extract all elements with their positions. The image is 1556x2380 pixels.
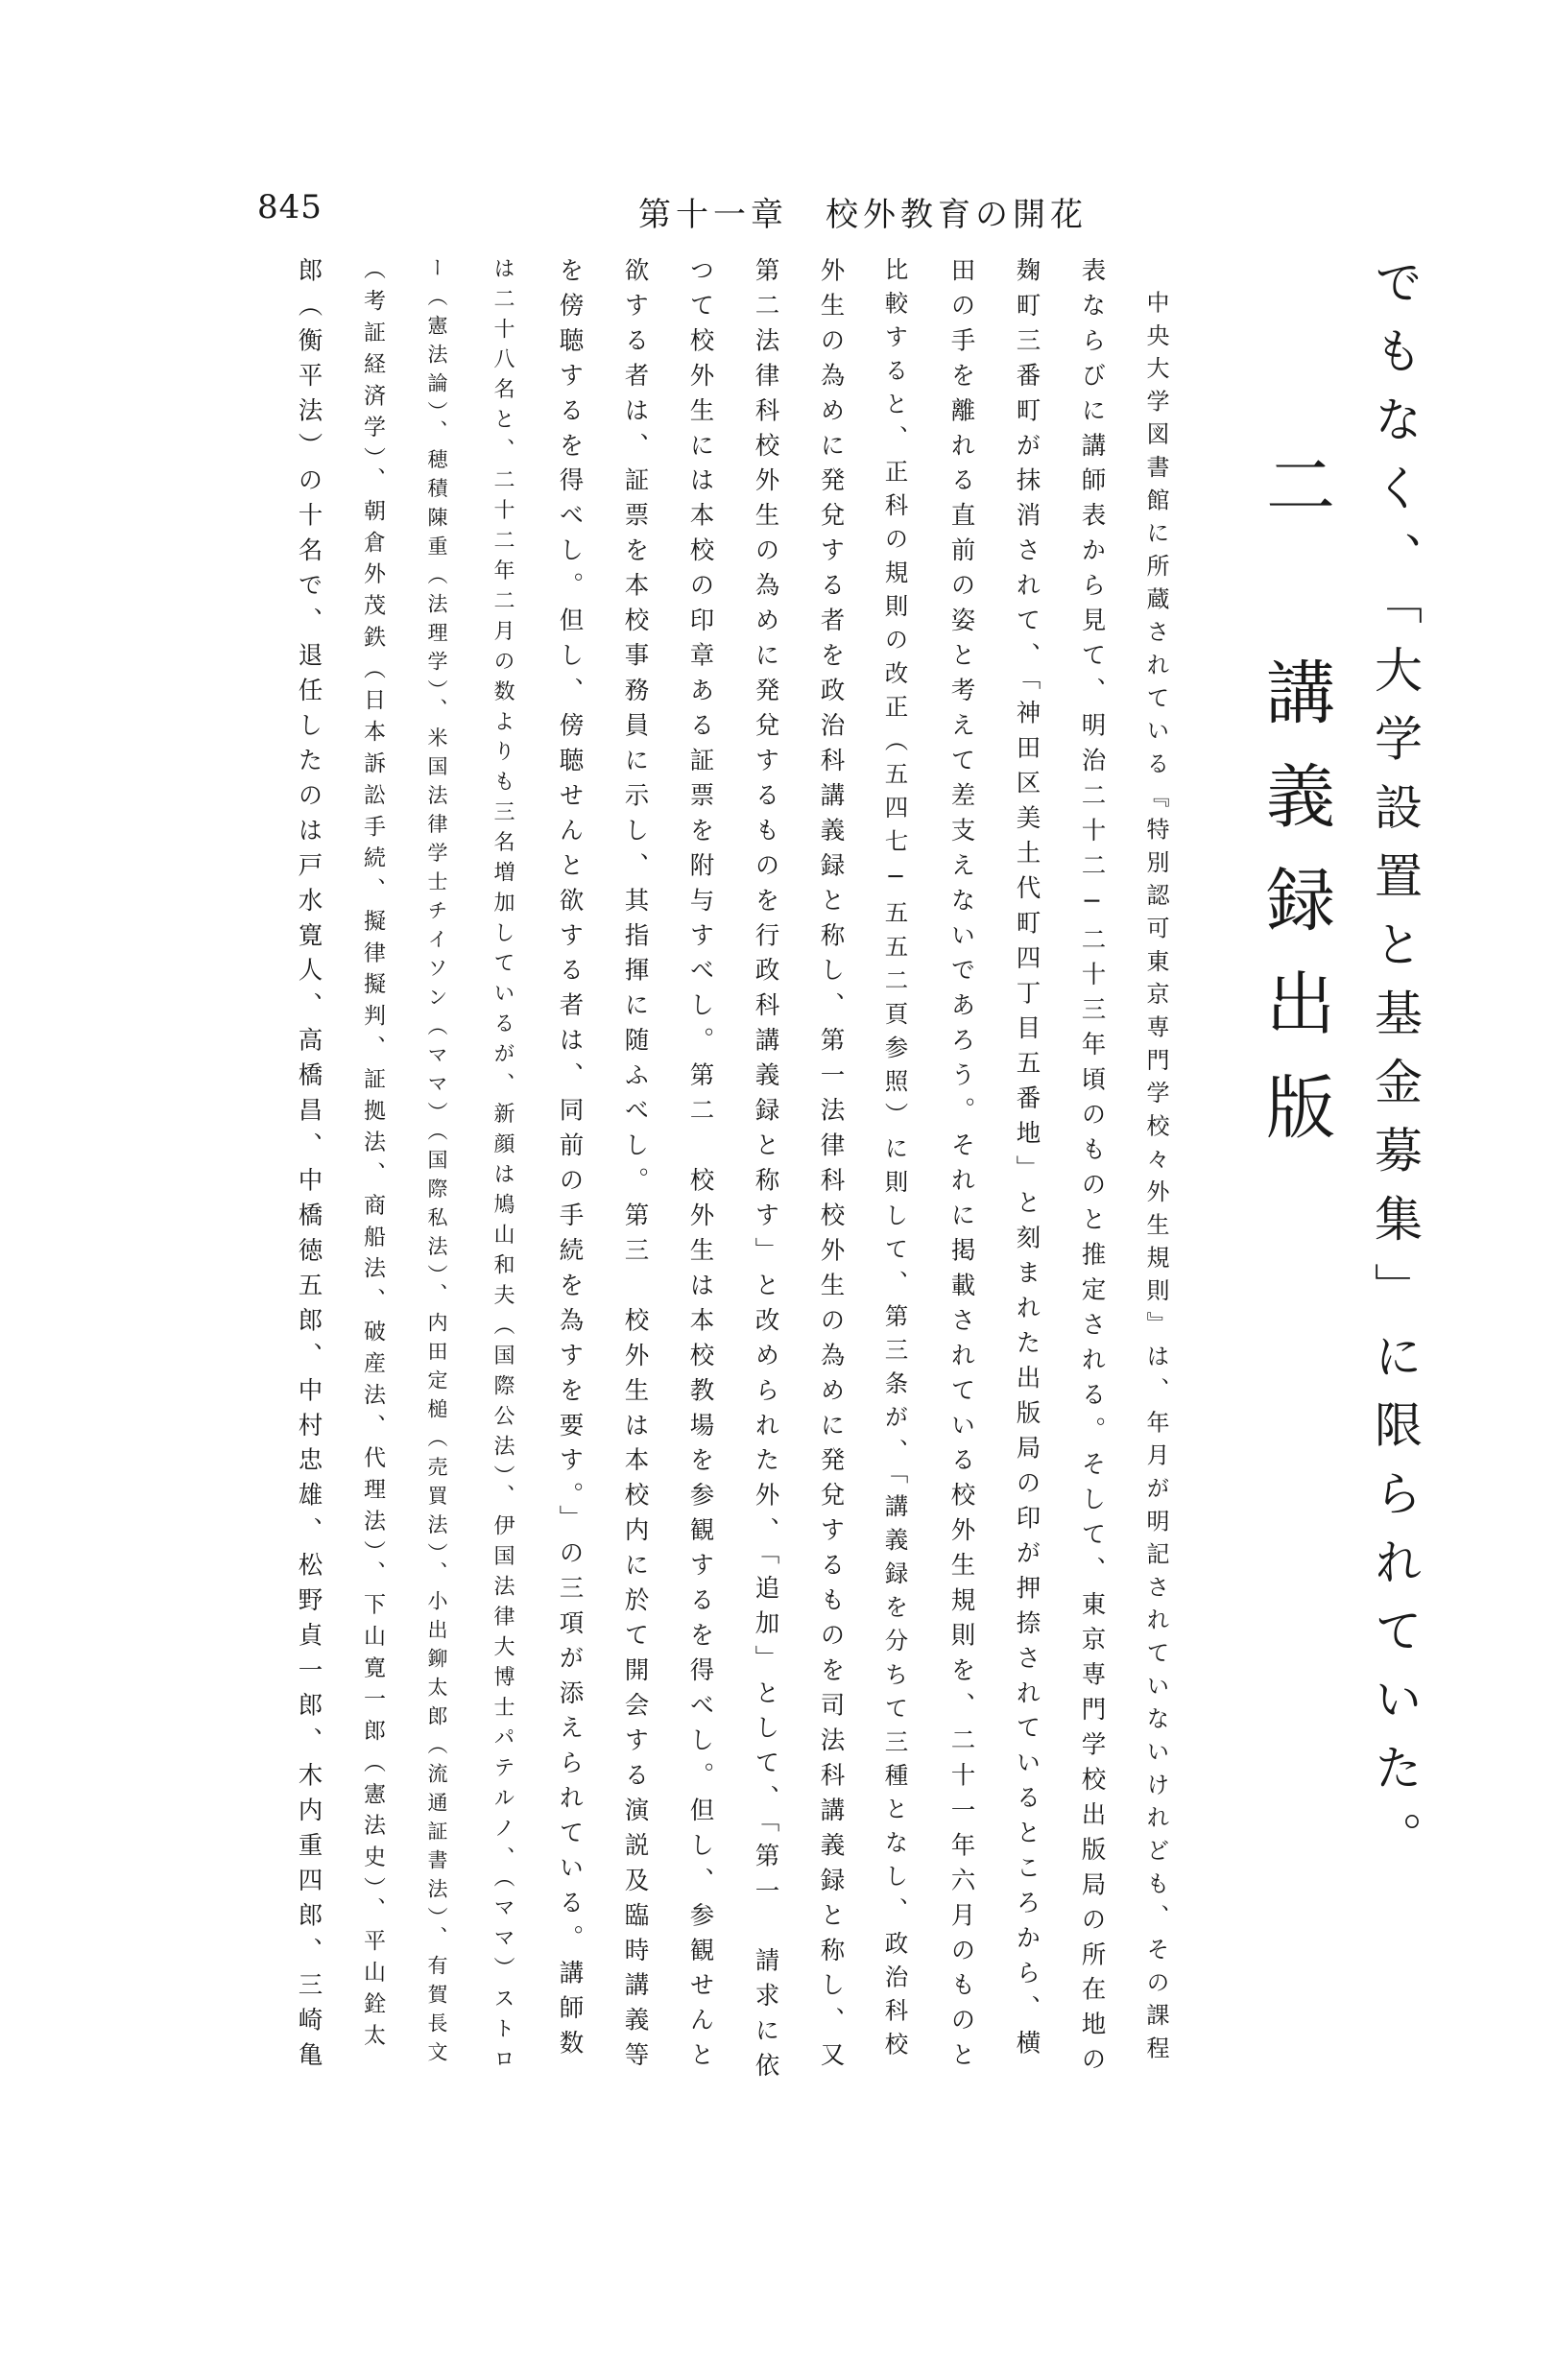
text-column: 表ならびに講師表から見て、明治二十二─二十三年頃のものと推定される。そして、東京専門学校出版局の所在地の <box>1077 257 1107 2082</box>
text-column: 欲する者は、証票を本校事務員に示し、其指揮に随ふべし。第三 校外生は本校内に於て開会する演説及臨時講義等 <box>620 257 650 2078</box>
text-column: 外生の為めに発兌する者を政治科講義録と称し、第一法律科校外生の為めに発兌するものを司法科講義録と称し、又 <box>816 257 846 2078</box>
text-column: を傍聴するを得べし。但し、傍聴せんと欲する者は、同前の手続を為すを要す。」の三項が添えられている。講師数 <box>555 257 585 2065</box>
text-column: 中央大学図書館に所蔵されている『特別認可東京専門学校々外生規則』は、年月が明記されていないけれども、その課程 <box>1142 257 1169 2069</box>
text-column: つて校外生には本校の印章ある証票を附与すべし。第二 校外生は本校教場を参観するを得べし。但し、参観せんと <box>685 257 715 2078</box>
page-number: 845 <box>257 188 323 226</box>
text-column: （考証経済学）、朝倉外茂鉄（日本訴訟手続、擬律擬判、証拠法、商船法、破産法、代理法）、下山寛一郎（憲法史）、平山銓太 <box>360 257 385 2056</box>
text-column: 田の手を離れる直前の姿と考えて差支えないであろう。それに掲載されている校外生規則を、二十一年六月のものと <box>946 257 976 2078</box>
text-column: でもなく、「大学設置と基金募集」に限られていた。 <box>1367 257 1423 1880</box>
text-column: は二十八名と、二十二年二月の数よりも三名増加しているが、新顔は鳩山和夫（国際公法）、伊国法律大博士パテルノ、（ママ）ストロ <box>491 257 515 2079</box>
text-column: 麹町三番町が抹消されて、「神田区美土代町四丁目五番地」と刻まれた出版局の印が押捺されているところから、横 <box>1012 257 1041 2065</box>
text-column: 郎（衡平法）の十名で、退任したのは戸水寛人、高橋昌、中橋徳五郎、中村忠雄、松野貞一郎、木内重四郎、三崎亀 <box>294 257 323 2078</box>
section-heading: 二 講義録出版 <box>1255 449 1335 1175</box>
text-column: ー（憲法論）、穂積陳重（法理学）、米国法律学士チイソン（ママ）（国際私法）、内田定槌（売買法）、小出鉚太郎（流通証書法）、有賀長文 <box>425 257 448 2070</box>
text-column: 第二法律科校外生の為めに発兌するものを行政科講義録と称す」と改められた外、「追加」として、「第一 請求に依 <box>751 257 780 2088</box>
running-head: 第十一章 校外教育の開花 <box>638 196 1088 234</box>
text-column: 比較すると、正科の規則の改正（五四七─五五二頁参照）に則して、第三条が、「講義録を分ちて三種となし、政治科校 <box>881 257 910 2066</box>
